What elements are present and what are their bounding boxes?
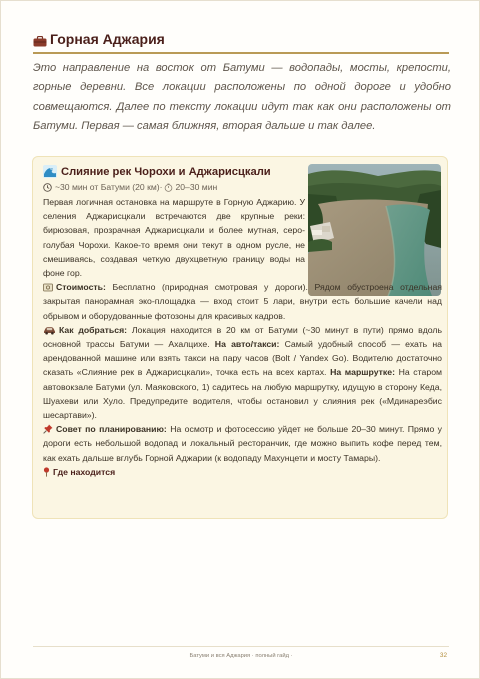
duration-text: 20–30 мин	[175, 182, 218, 192]
heading-divider	[33, 52, 449, 54]
footer-divider	[33, 646, 449, 647]
directions-label: Как добраться:	[59, 324, 128, 335]
location-meta	[43, 182, 217, 192]
water-wave-icon	[43, 165, 57, 178]
intro-paragraph: Это направление на восток от Батуми — водопады, мосты, крепости, горные деревни. Все локации расположены по одной дороге и удобно совмещаются. Далее по тексту локации идут так как они расположены от Батуми. Первая — самая ближняя, вторая дальше и так далее.	[33, 62, 451, 133]
minibus-label: На маршрутке:	[330, 367, 395, 378]
pushpin-icon	[43, 424, 53, 434]
minibus-text: На старом автовокзале Батуми (ул. Маяковского, 1) садитесь на любую маршрутку, идущую в сторону Кеда, Шуахеви или Хуло. Предупредите водителя, чтобы остановил у слияния рек («Мдинареэбис шесартави»).	[43, 367, 442, 421]
location-card	[32, 156, 448, 519]
location-title	[43, 165, 271, 178]
cost-text: Бесплатно (природная смотровая у дороги). Рядом обустроена отдельная закрытая панорамная эко-площадка — вход стоит 5 лари, внутри есть большие качели над обрывом и оборудованные фотозоны для красивых кадров.	[43, 282, 442, 321]
cost-paragraph	[43, 280, 442, 323]
clock-icon	[43, 183, 52, 192]
briefcase-icon	[33, 34, 47, 45]
taxi-label: На авто/такси:	[214, 339, 280, 350]
timer-icon	[164, 183, 173, 192]
where-link[interactable]	[43, 465, 442, 479]
where-link-text[interactable]: Где находится	[53, 466, 116, 477]
footer-caption: Батуми и вся Аджария · полный гайд ·	[189, 653, 293, 659]
taxi-text: Самый удобный способ — ехать на арендованной машине или взять такси на пару часов (Bolt / Yandex Go). Водителю достаточно сказать «Слияние рек в Аджарисцкали», точка есть на всех картах.	[43, 339, 443, 378]
overview-paragraph: Первая логичная остановка на маршруте в Горную Аджарию. У селения Аджарисцкали встречаются две крупные реки: бирюзовая, прозрачная Аджарисцкали и более мутная, серо-голубая Чорохи. Какое-то время они текут в одном русле, не смешиваясь, создавая четкую двухцветную границу воды на фоне гор.	[43, 197, 305, 279]
section-heading	[33, 31, 165, 47]
location-title-text: Слияние рек Чорохи и Аджарисцкали	[61, 165, 271, 178]
car-icon	[43, 326, 56, 335]
directions-text: Локация находится в 20 км от Батуми (~30 минут в пути) прямо вдоль основной трассы Батуми — Ахалцихе.	[43, 324, 443, 350]
meta-separator: ·	[159, 182, 163, 192]
cost-label: Стоимость:	[56, 282, 106, 293]
tip-label: Совет по планированию:	[56, 424, 167, 435]
section-heading-text: Горная Аджария	[50, 31, 165, 47]
location-description	[43, 195, 442, 479]
distance-text: ~30 мин от Батуми (20 км)	[55, 182, 160, 192]
tip-paragraph	[43, 422, 442, 465]
page-number: 32	[439, 652, 447, 659]
tip-text: На осмотр и фотосессию уйдет не больше 20–30 минут. Прямо у дороги есть небольшой водопад и локальный ресторанчик, где можно выпить кофе перед тем, как ехать дальше вглубь Горной Аджарии (к водопаду Махунцети и мосту Тамары).	[43, 424, 442, 463]
cash-icon	[43, 283, 53, 292]
location-pin-icon	[43, 467, 50, 477]
directions-paragraph	[43, 323, 442, 422]
